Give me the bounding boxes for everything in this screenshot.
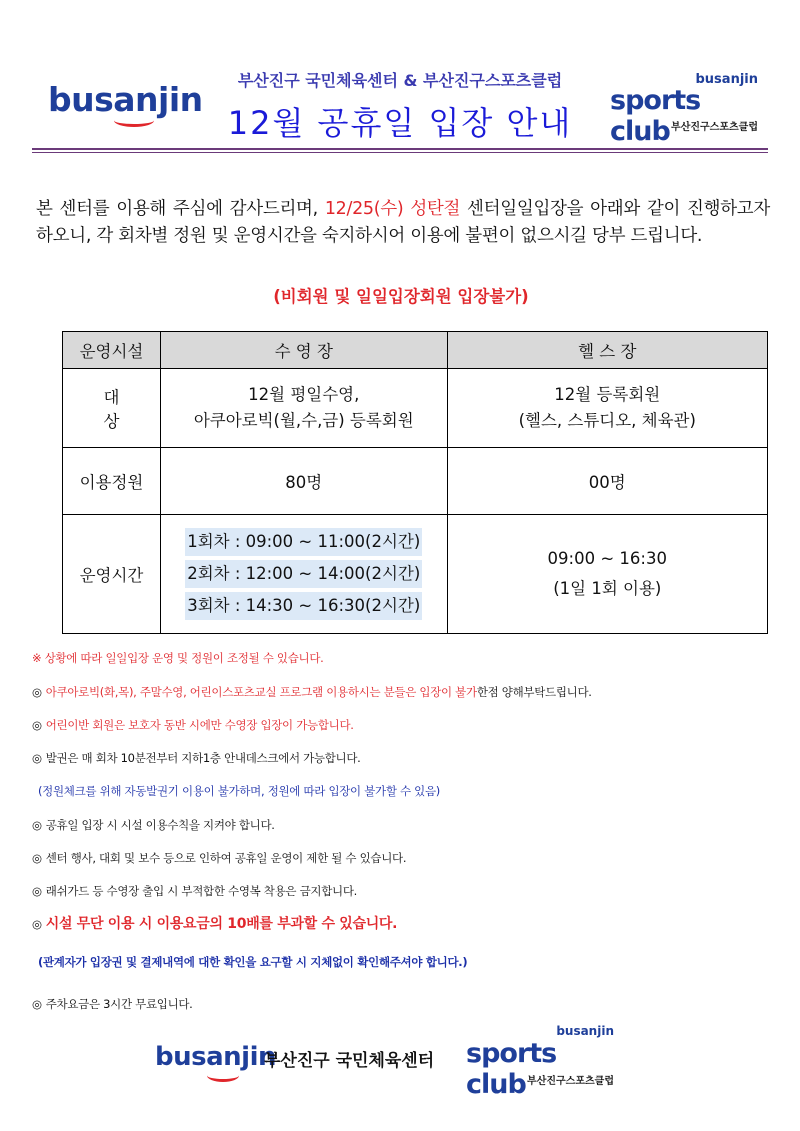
- footer-logo-smile-icon: [207, 1069, 239, 1082]
- hours-label: 운영시간: [63, 515, 161, 634]
- note-parking: [32, 996, 193, 1012]
- header-divider: [32, 148, 768, 150]
- header-subtitle: 부산진구 국민체육센터 & 부산진구스포츠클럽: [237, 71, 563, 90]
- schedule-table: [62, 331, 768, 634]
- hours-gym-line: (1일 1회 이용): [553, 579, 662, 598]
- header-facility: 운영시설: [63, 332, 161, 369]
- busanjin-logo-text: busanjin: [48, 80, 203, 119]
- target-label: 대상: [63, 369, 161, 448]
- intro-date-highlight: 12/25(수) 성탄절: [324, 199, 461, 219]
- note-events: [32, 850, 406, 866]
- bullet-icon: ◎: [32, 818, 42, 832]
- bullet-icon: ◎: [32, 884, 42, 898]
- session-3: 3회차 : 14:30 ~ 16:30(2시간): [185, 592, 422, 620]
- intro-text-2: 센터일일입장을 아래와 같이 진행하고자 하오니, 각 회차별 정원 및 운영시간을 숙지하시어 이용에 불편이 없으시길 당부 드립니다.: [36, 199, 771, 246]
- footer-sports-club-logo: [466, 1024, 616, 1100]
- note-ticketing-detail: (정원체크를 위해 자동발권기 이용이 불가하며, 정원에 따라 입장이 불가할 수 있음): [38, 784, 440, 798]
- table-row-capacity: [63, 448, 768, 515]
- table-header-row: [63, 332, 768, 369]
- header-gym: 헬 스 장: [447, 332, 767, 369]
- intro-text-1: 본 센터를 이용해 주심에 감사드리며,: [36, 199, 325, 219]
- note-rules: [32, 817, 275, 833]
- logo-smile-icon: [114, 114, 154, 127]
- footer-sports-club-logo-kr: 부산진구스포츠클럽: [527, 1076, 614, 1087]
- page-title: 12월 공휴일 입장 안내: [227, 104, 573, 142]
- note-penalty: [32, 913, 397, 933]
- note-children: [32, 717, 354, 733]
- note-aquarobic: [32, 684, 592, 700]
- target-pool: [160, 369, 447, 448]
- session-1: 1회차 : 09:00 ~ 11:00(2시간): [185, 528, 422, 556]
- capacity-gym: 00명: [447, 448, 767, 515]
- bullet-icon: ◎: [32, 851, 42, 865]
- footer-busanjin-logo: [155, 1042, 276, 1082]
- capacity-label: 이용정원: [63, 448, 161, 515]
- note-parking-text: 주차요금은 3시간 무료입니다.: [45, 997, 193, 1011]
- note-verification: (관계자가 입장권 및 결제내역에 대한 확인을 요구할 시 지체없이 확인해주셔야 합니다.): [38, 955, 468, 969]
- target-pool-line: 아쿠아로빅(월,수,금) 등록회원: [193, 411, 414, 430]
- bullet-icon: ◎: [32, 997, 42, 1011]
- bullet-icon: ◎: [32, 917, 42, 931]
- entry-restriction-notice: (비회원 및 일일입장회원 입장불가): [273, 287, 529, 306]
- note-aquarobic-red: 아쿠아로빅(화,목), 주말수영, 어린이스포츠교실 프로그램 이용하시는 분들은 입장이 불가: [45, 685, 477, 699]
- note-adjustment: ※ 상황에 따라 일일입장 운영 및 정원이 조정될 수 있습니다.: [32, 651, 324, 665]
- target-gym: [447, 369, 767, 448]
- session-2: 2회차 : 12:00 ~ 14:00(2시간): [185, 560, 422, 588]
- sports-club-logo-small: busanjin: [695, 72, 758, 87]
- target-pool-line: 12월 평일수영,: [248, 385, 360, 404]
- note-children-text: 어린이반 회원은 보호자 동반 시에만 수영장 입장이 가능합니다.: [45, 718, 354, 732]
- capacity-pool: 80명: [160, 448, 447, 515]
- note-ticketing: [32, 750, 361, 766]
- footer-center-name: 부산진구 국민체육센터: [264, 1051, 435, 1071]
- note-aquarobic-rest: 한점 양해부탁드립니다.: [476, 685, 592, 699]
- footer-busanjin-logo-text: busanjin: [155, 1042, 276, 1072]
- target-gym-line: 12월 등록회원: [554, 385, 661, 404]
- busanjin-logo: [48, 80, 203, 130]
- hours-gym-line: 09:00 ~ 16:30: [547, 549, 667, 568]
- table-row-hours: [63, 515, 768, 634]
- hours-pool: [160, 515, 447, 634]
- target-gym-line: (헬스, 스튜디오, 체육관): [518, 411, 696, 430]
- sports-club-logo-text: sports club: [610, 85, 701, 147]
- table-row-target: [63, 369, 768, 448]
- intro-paragraph: [36, 196, 770, 250]
- note-events-text: 센터 행사, 대회 및 보수 등으로 인하여 공휴일 운영이 제한 될 수 있습니다.: [45, 851, 407, 865]
- hours-gym: [447, 515, 767, 634]
- header-divider-thin: [32, 152, 768, 153]
- sports-club-logo: [610, 72, 760, 147]
- header-pool: 수 영 장: [160, 332, 447, 369]
- note-swimwear-text: 래쉬가드 등 수영장 출입 시 부적합한 수영복 착용은 금지합니다.: [45, 884, 357, 898]
- note-rules-text: 공휴일 입장 시 시설 이용수칙을 지켜야 합니다.: [45, 818, 275, 832]
- footer-sports-club-logo-small: busanjin: [556, 1024, 614, 1038]
- bullet-icon: ◎: [32, 751, 42, 765]
- note-swimwear: [32, 883, 357, 899]
- note-penalty-text: 시설 무단 이용 시 이용요금의 10배를 부과할 수 있습니다.: [45, 916, 398, 932]
- bullet-icon: ◎: [32, 685, 42, 699]
- note-ticketing-text: 발권은 매 회차 10분전부터 지하1층 안내데스크에서 가능합니다.: [45, 751, 361, 765]
- footer-sports-club-logo-text: sports club: [466, 1038, 557, 1100]
- bullet-icon: ◎: [32, 718, 42, 732]
- sports-club-logo-kr: 부산진구스포츠클럽: [671, 122, 758, 133]
